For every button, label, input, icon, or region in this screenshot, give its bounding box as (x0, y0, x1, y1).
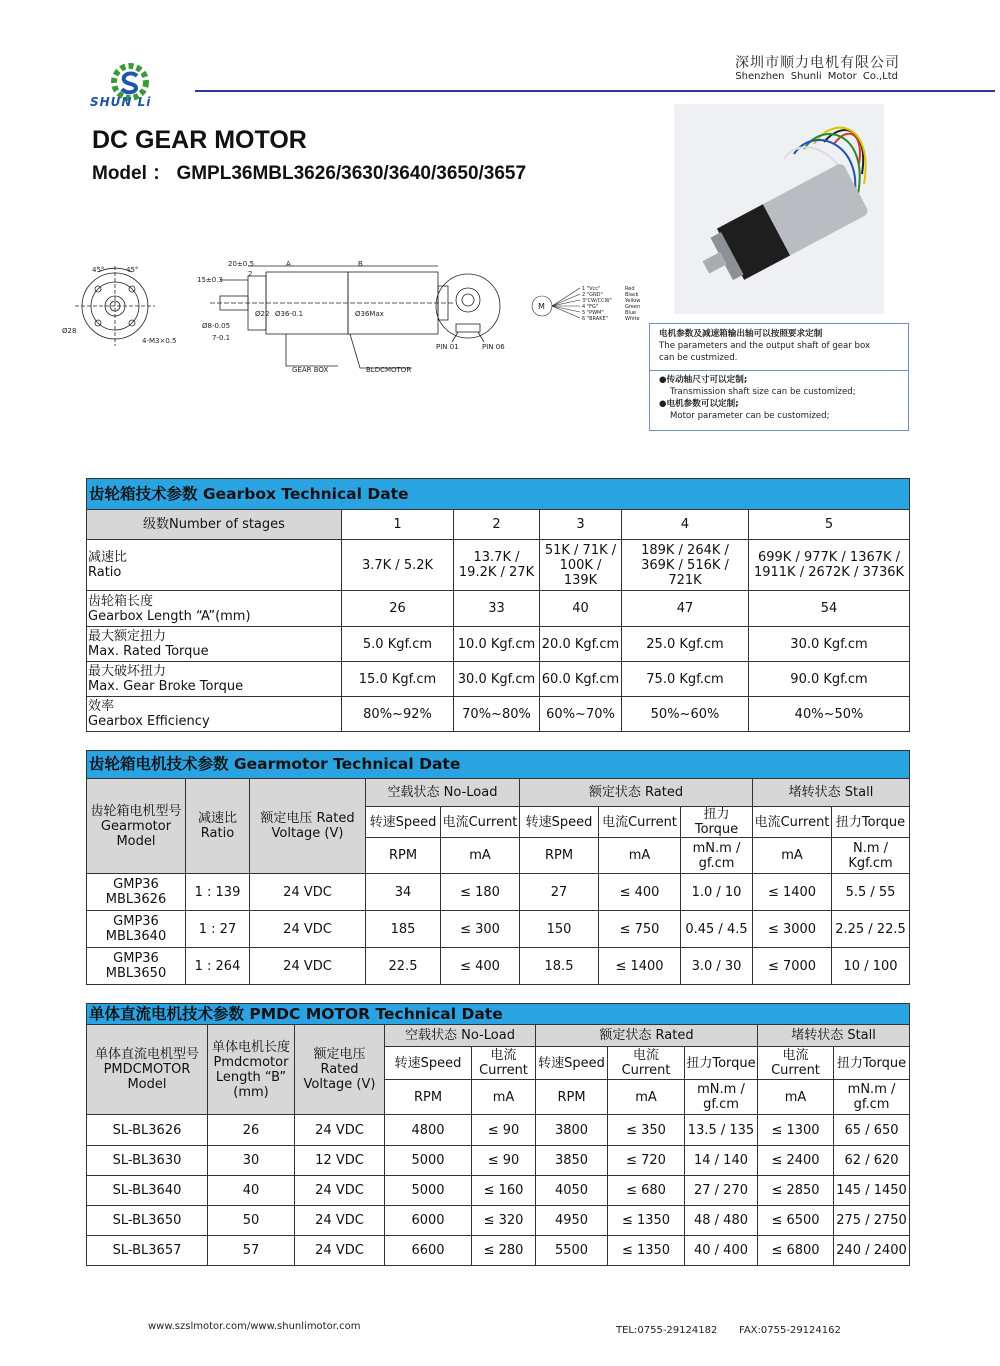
value-cell: ≤ 1350 (608, 1236, 685, 1266)
note-en-2: can be custmized. (659, 353, 738, 363)
value-cell: 4950 (536, 1206, 608, 1236)
noload-header: 空载状态 No-Load (385, 1025, 536, 1047)
sub-header: 转速Speed (520, 807, 599, 838)
customization-note (649, 323, 909, 431)
broke-torque-cell: 30.0 Kgf.cm (454, 662, 540, 697)
value-cell: 5000 (385, 1146, 472, 1176)
stall-header: 堵转状态 Stall (753, 779, 910, 807)
row-label-cn: 最大额定扭力 (88, 629, 167, 644)
value-cell: ≤ 280 (472, 1236, 536, 1266)
row-label-cn: 效率 (88, 699, 115, 714)
dim-d36: Ø36-0.1 (275, 310, 304, 318)
value-cell: ≤ 90 (472, 1146, 536, 1176)
rear-view (436, 274, 500, 342)
sub-header: 电流Current (441, 807, 520, 838)
wire-4-color: Green (625, 304, 641, 310)
rated-header: 额定状态 Rated (536, 1025, 758, 1047)
value-cell: ≤ 400 (599, 874, 681, 911)
value-cell: ≤ 90 (472, 1115, 536, 1146)
length-cell: 57 (208, 1236, 295, 1266)
table-row (87, 1236, 910, 1266)
voltage-cell: 12 VDC (295, 1146, 385, 1176)
sub-header: 转速Speed (366, 807, 441, 838)
gearbox-table (86, 478, 910, 732)
row-label-cn: 减速比 (88, 550, 128, 565)
dim-a: A (286, 260, 291, 268)
wire-3-color: Yellow (625, 298, 641, 304)
rated-torque-cell: 5.0 Kgf.cm (342, 627, 454, 662)
dim-2: 2 (248, 270, 253, 278)
broke-torque-cell: 75.0 Kgf.cm (622, 662, 749, 697)
row-label-en: Max. Gear Broke Torque (88, 679, 244, 694)
sub-header: 电流 Current (758, 1047, 834, 1080)
value-cell: ≤ 3000 (753, 911, 832, 948)
footer-tel: TEL:0755-29124182 (616, 1325, 718, 1336)
model-cell: GMP36 MBL3640 (87, 911, 186, 948)
unit-cell: N.m / Kgf.cm (832, 838, 910, 874)
efficiency-cell: 80%~92% (342, 697, 454, 732)
sub-header: 电流Current (599, 807, 681, 838)
value-cell: 0.45 / 4.5 (681, 911, 753, 948)
unit-cell: mN.m / gf.cm (685, 1080, 758, 1115)
dim-d22: Ø22 (255, 310, 270, 318)
gearbox-table-title: 齿轮箱技术参数 Gearbox Technical Date (87, 479, 910, 510)
stages-label: 级数Number of stages (87, 510, 342, 540)
front-view (75, 266, 155, 346)
unit-cell: RPM (520, 838, 599, 874)
stage-1: 1 (342, 510, 454, 540)
value-cell: 3.0 / 30 (681, 948, 753, 985)
page-title: DC GEAR MOTOR (92, 126, 307, 154)
length-cell: 40 (208, 1176, 295, 1206)
value-cell: 275 / 2750 (834, 1206, 910, 1236)
value-cell: 1.0 / 10 (681, 874, 753, 911)
model-cell: SL-BL3626 (87, 1115, 208, 1146)
dim-m3: 4-M3×0.5 (142, 337, 177, 345)
note-bullet-motor: ●电机参数可以定制; (659, 399, 739, 409)
dim-7: 7-0.1 (212, 334, 231, 342)
note-bullet-shaft: ●传动轴尺寸可以定制; (659, 375, 748, 385)
unit-cell: mA (441, 838, 520, 874)
wire-3-label: 3"CW/CCW" (582, 298, 612, 304)
unit-cell: mN.m / gf.cm (681, 838, 753, 874)
row-label-cn: 齿轮箱长度 (88, 593, 154, 609)
unit-cell: RPM (385, 1080, 472, 1115)
motor-symbol: M (538, 302, 545, 311)
stage-4: 4 (622, 510, 749, 540)
wire-1-color: Red (625, 286, 635, 292)
voltage-cell: 24 VDC (295, 1176, 385, 1206)
dim-45b: 45° (126, 266, 139, 274)
label-pin06: PIN 06 (482, 343, 505, 351)
value-cell: 6600 (385, 1236, 472, 1266)
pmdc-table-title: 单体直流电机技术参数 PMDC MOTOR Technical Date (87, 1004, 910, 1025)
sub-header: 电流Current (753, 807, 832, 838)
wire-2-label: 2 "GND" (582, 292, 603, 298)
voltage-cell: 24 VDC (250, 948, 366, 985)
dim-d28: Ø28 (62, 327, 77, 335)
sub-header: 扭力Torque (832, 807, 910, 838)
voltage-cell: 24 VDC (295, 1236, 385, 1266)
unit-cell: mA (599, 838, 681, 874)
length-cell: 33 (454, 591, 540, 627)
dim-45a: 45° (92, 266, 105, 274)
dim-15: 15±0.3 (197, 276, 223, 284)
length-cell: 26 (208, 1115, 295, 1146)
model-cell: GMP36 MBL3650 (87, 948, 186, 985)
row-label-cn: 最大破坏扭力 (88, 664, 167, 679)
model-cell: SL-BL3657 (87, 1236, 208, 1266)
note-en-1: The parameters and the output shaft of gear box (659, 341, 871, 351)
table-row (87, 874, 910, 911)
table-row (87, 697, 910, 732)
note-cn: 电机参数及减速箱输出轴可以按照要求定制 (659, 329, 823, 339)
value-cell: 10 / 100 (832, 948, 910, 985)
model-cell: GMP36 MBL3626 (87, 874, 186, 911)
table-row (87, 591, 910, 627)
value-cell: ≤ 350 (608, 1115, 685, 1146)
voltage-cell: 24 VDC (250, 874, 366, 911)
broke-torque-cell: 90.0 Kgf.cm (749, 662, 910, 697)
length-cell: 47 (622, 591, 749, 627)
value-cell: 185 (366, 911, 441, 948)
wire-4-label: 4 "FG" (582, 304, 599, 310)
value-cell: 18.5 (520, 948, 599, 985)
footer-website[interactable]: www.szslmotor.com/www.shunlimotor.com (148, 1321, 361, 1332)
unit-cell: RPM (536, 1080, 608, 1115)
length-header: 单体电机长度 Pmdcmotor Length “B” (mm) (208, 1025, 295, 1115)
wire-5-label: 5 "PWM" (582, 310, 604, 316)
table-row (87, 1146, 910, 1176)
broke-torque-cell: 60.0 Kgf.cm (540, 662, 622, 697)
voltage-cell: 24 VDC (295, 1206, 385, 1236)
rated-torque-cell: 20.0 Kgf.cm (540, 627, 622, 662)
value-cell: 2.25 / 22.5 (832, 911, 910, 948)
voltage-header: 额定电压 Rated Voltage (V) (250, 779, 366, 874)
table-row (87, 1176, 910, 1206)
label-pin01: PIN 01 (436, 343, 459, 351)
note-bullet-shaft-en: Transmission shaft size can be customized; (670, 387, 856, 397)
company-name-en: Shenzhen Shunli Motor Co.,Ltd (735, 71, 898, 82)
ratio-cell: 51K / 71K / 100K / 139K (540, 540, 622, 591)
rated-header: 额定状态 Rated (520, 779, 753, 807)
noload-header: 空载状态 No-Load (366, 779, 520, 807)
wire-2-color: Black (625, 292, 639, 298)
efficiency-cell: 40%~50% (749, 697, 910, 732)
ratio-header: 减速比 Ratio (186, 779, 250, 874)
value-cell: ≤ 1400 (753, 874, 832, 911)
value-cell: ≤ 160 (472, 1176, 536, 1206)
gearmotor-table-title: 齿轮箱电机技术参数 Gearmotor Technical Date (87, 751, 910, 779)
wire-5-color: Blue (625, 310, 637, 316)
length-cell: 50 (208, 1206, 295, 1236)
value-cell: 6000 (385, 1206, 472, 1236)
value-cell: 3850 (536, 1146, 608, 1176)
dim-d36max: Ø36Max (355, 310, 384, 318)
length-cell: 54 (749, 591, 910, 627)
row-label-en: Max. Rated Torque (88, 644, 209, 659)
sub-header: 扭力Torque (834, 1047, 910, 1080)
gearmotor-model-header: 齿轮箱电机型号 Gearmotor Model (87, 779, 186, 874)
value-cell: 34 (366, 874, 441, 911)
value-cell: ≤ 400 (441, 948, 520, 985)
value-cell: 240 / 2400 (834, 1236, 910, 1266)
value-cell: 48 / 480 (685, 1206, 758, 1236)
efficiency-cell: 70%~80% (454, 697, 540, 732)
efficiency-cell: 60%~70% (540, 697, 622, 732)
stage-5: 5 (749, 510, 910, 540)
value-cell: ≤ 320 (472, 1206, 536, 1236)
value-cell: 27 / 270 (685, 1176, 758, 1206)
model-cell: SL-BL3640 (87, 1176, 208, 1206)
pmdc-model-header: 单体直流电机型号 PMDCMOTOR Model (87, 1025, 208, 1115)
value-cell: ≤ 680 (608, 1176, 685, 1206)
wire-6-color: White (625, 316, 640, 322)
length-cell: 40 (540, 591, 622, 627)
table-row (87, 948, 910, 985)
value-cell: ≤ 720 (608, 1146, 685, 1176)
length-cell: 30 (208, 1146, 295, 1176)
unit-cell: mA (753, 838, 832, 874)
value-cell: ≤ 2400 (758, 1146, 834, 1176)
value-cell: 13.5 / 135 (685, 1115, 758, 1146)
dim-20: 20±0.5 (228, 260, 254, 268)
brand-name: SHUN Li (90, 95, 152, 109)
value-cell: 4800 (385, 1115, 472, 1146)
value-cell: ≤ 1300 (758, 1115, 834, 1146)
value-cell: 22.5 (366, 948, 441, 985)
model-line: Model ： GMPL36MBL3626/3630/3640/3650/3657 (92, 163, 527, 184)
dim-b: B (358, 260, 363, 268)
value-cell: ≤ 750 (599, 911, 681, 948)
product-photo (674, 104, 884, 314)
ratio-cell: 189K / 264K / 369K / 516K / 721K (622, 540, 749, 591)
table-row (87, 1115, 910, 1146)
wire-1-label: 1 "Vcc" (582, 286, 601, 292)
ratio-cell: 1 : 139 (186, 874, 250, 911)
length-cell: 26 (342, 591, 454, 627)
value-cell: 5500 (536, 1236, 608, 1266)
value-cell: 4050 (536, 1176, 608, 1206)
value-cell: 150 (520, 911, 599, 948)
broke-torque-cell: 15.0 Kgf.cm (342, 662, 454, 697)
value-cell: ≤ 6500 (758, 1206, 834, 1236)
value-cell: ≤ 1350 (608, 1206, 685, 1236)
value-cell: 5000 (385, 1176, 472, 1206)
unit-cell: mN.m / gf.cm (834, 1080, 910, 1115)
table-row (87, 627, 910, 662)
note-bullet-motor-en: Motor parameter can be customized; (670, 411, 830, 421)
technical-drawing (60, 258, 660, 380)
ratio-cell: 1 : 264 (186, 948, 250, 985)
stage-3: 3 (540, 510, 622, 540)
table-row (87, 540, 910, 591)
unit-cell: mA (472, 1080, 536, 1115)
ratio-cell: 699K / 977K / 1367K / 1911K / 2672K / 3736K (749, 540, 910, 591)
sub-header: 扭力Torque (681, 807, 753, 838)
unit-cell: mA (758, 1080, 834, 1115)
pmdc-table (86, 1003, 910, 1266)
stage-2: 2 (454, 510, 540, 540)
voltage-cell: 24 VDC (295, 1115, 385, 1146)
value-cell: ≤ 1400 (599, 948, 681, 985)
gearmotor-table (86, 750, 910, 985)
label-gearbox: GEAR BOX (292, 366, 329, 374)
note-divider (650, 370, 908, 371)
value-cell: 5.5 / 55 (832, 874, 910, 911)
unit-cell: RPM (366, 838, 441, 874)
row-label-en: Gearbox Efficiency (88, 714, 210, 729)
row-label-en: Ratio (88, 565, 122, 580)
model-cell: SL-BL3630 (87, 1146, 208, 1176)
sub-header: 扭力Torque (685, 1047, 758, 1080)
label-bldcmotor: BLDCMOTOR (366, 366, 412, 374)
company-name-cn: 深圳市顺力电机有限公司 (735, 55, 900, 71)
efficiency-cell: 50%~60% (622, 697, 749, 732)
ratio-cell: 13.7K / 19.2K / 27K (454, 540, 540, 591)
table-row (87, 911, 910, 948)
value-cell: ≤ 2850 (758, 1176, 834, 1206)
row-label-en: Gearbox Length “A”(mm) (88, 608, 251, 624)
stall-header: 堵转状态 Stall (758, 1025, 910, 1047)
voltage-cell: 24 VDC (250, 911, 366, 948)
sub-header: 电流 Current (608, 1047, 685, 1080)
value-cell: 40 / 400 (685, 1236, 758, 1266)
value-cell: ≤ 300 (441, 911, 520, 948)
model-cell: SL-BL3650 (87, 1206, 208, 1236)
rated-torque-cell: 30.0 Kgf.cm (749, 627, 910, 662)
value-cell: 65 / 650 (834, 1115, 910, 1146)
dim-d8: Ø8-0.05 (202, 322, 231, 330)
unit-cell: mA (608, 1080, 685, 1115)
ratio-cell: 3.7K / 5.2K (342, 540, 454, 591)
sub-header: 电流 Current (472, 1047, 536, 1080)
value-cell: 145 / 1450 (834, 1176, 910, 1206)
ratio-cell: 1 : 27 (186, 911, 250, 948)
side-view (210, 266, 455, 368)
value-cell: ≤ 180 (441, 874, 520, 911)
voltage-header: 额定电压 Rated Voltage (V) (295, 1025, 385, 1115)
value-cell: 62 / 620 (834, 1146, 910, 1176)
value-cell: ≤ 7000 (753, 948, 832, 985)
table-row (87, 1206, 910, 1236)
header-rule (195, 90, 995, 92)
sub-header: 转速Speed (536, 1047, 608, 1080)
wire-6-label: 6 "BRAKE" (582, 316, 608, 322)
footer-fax: FAX:0755-29124162 (739, 1325, 841, 1336)
table-row (87, 662, 910, 697)
value-cell: ≤ 6800 (758, 1236, 834, 1266)
value-cell: 3800 (536, 1115, 608, 1146)
rated-torque-cell: 25.0 Kgf.cm (622, 627, 749, 662)
sub-header: 转速Speed (385, 1047, 472, 1080)
value-cell: 14 / 140 (685, 1146, 758, 1176)
rated-torque-cell: 10.0 Kgf.cm (454, 627, 540, 662)
value-cell: 27 (520, 874, 599, 911)
